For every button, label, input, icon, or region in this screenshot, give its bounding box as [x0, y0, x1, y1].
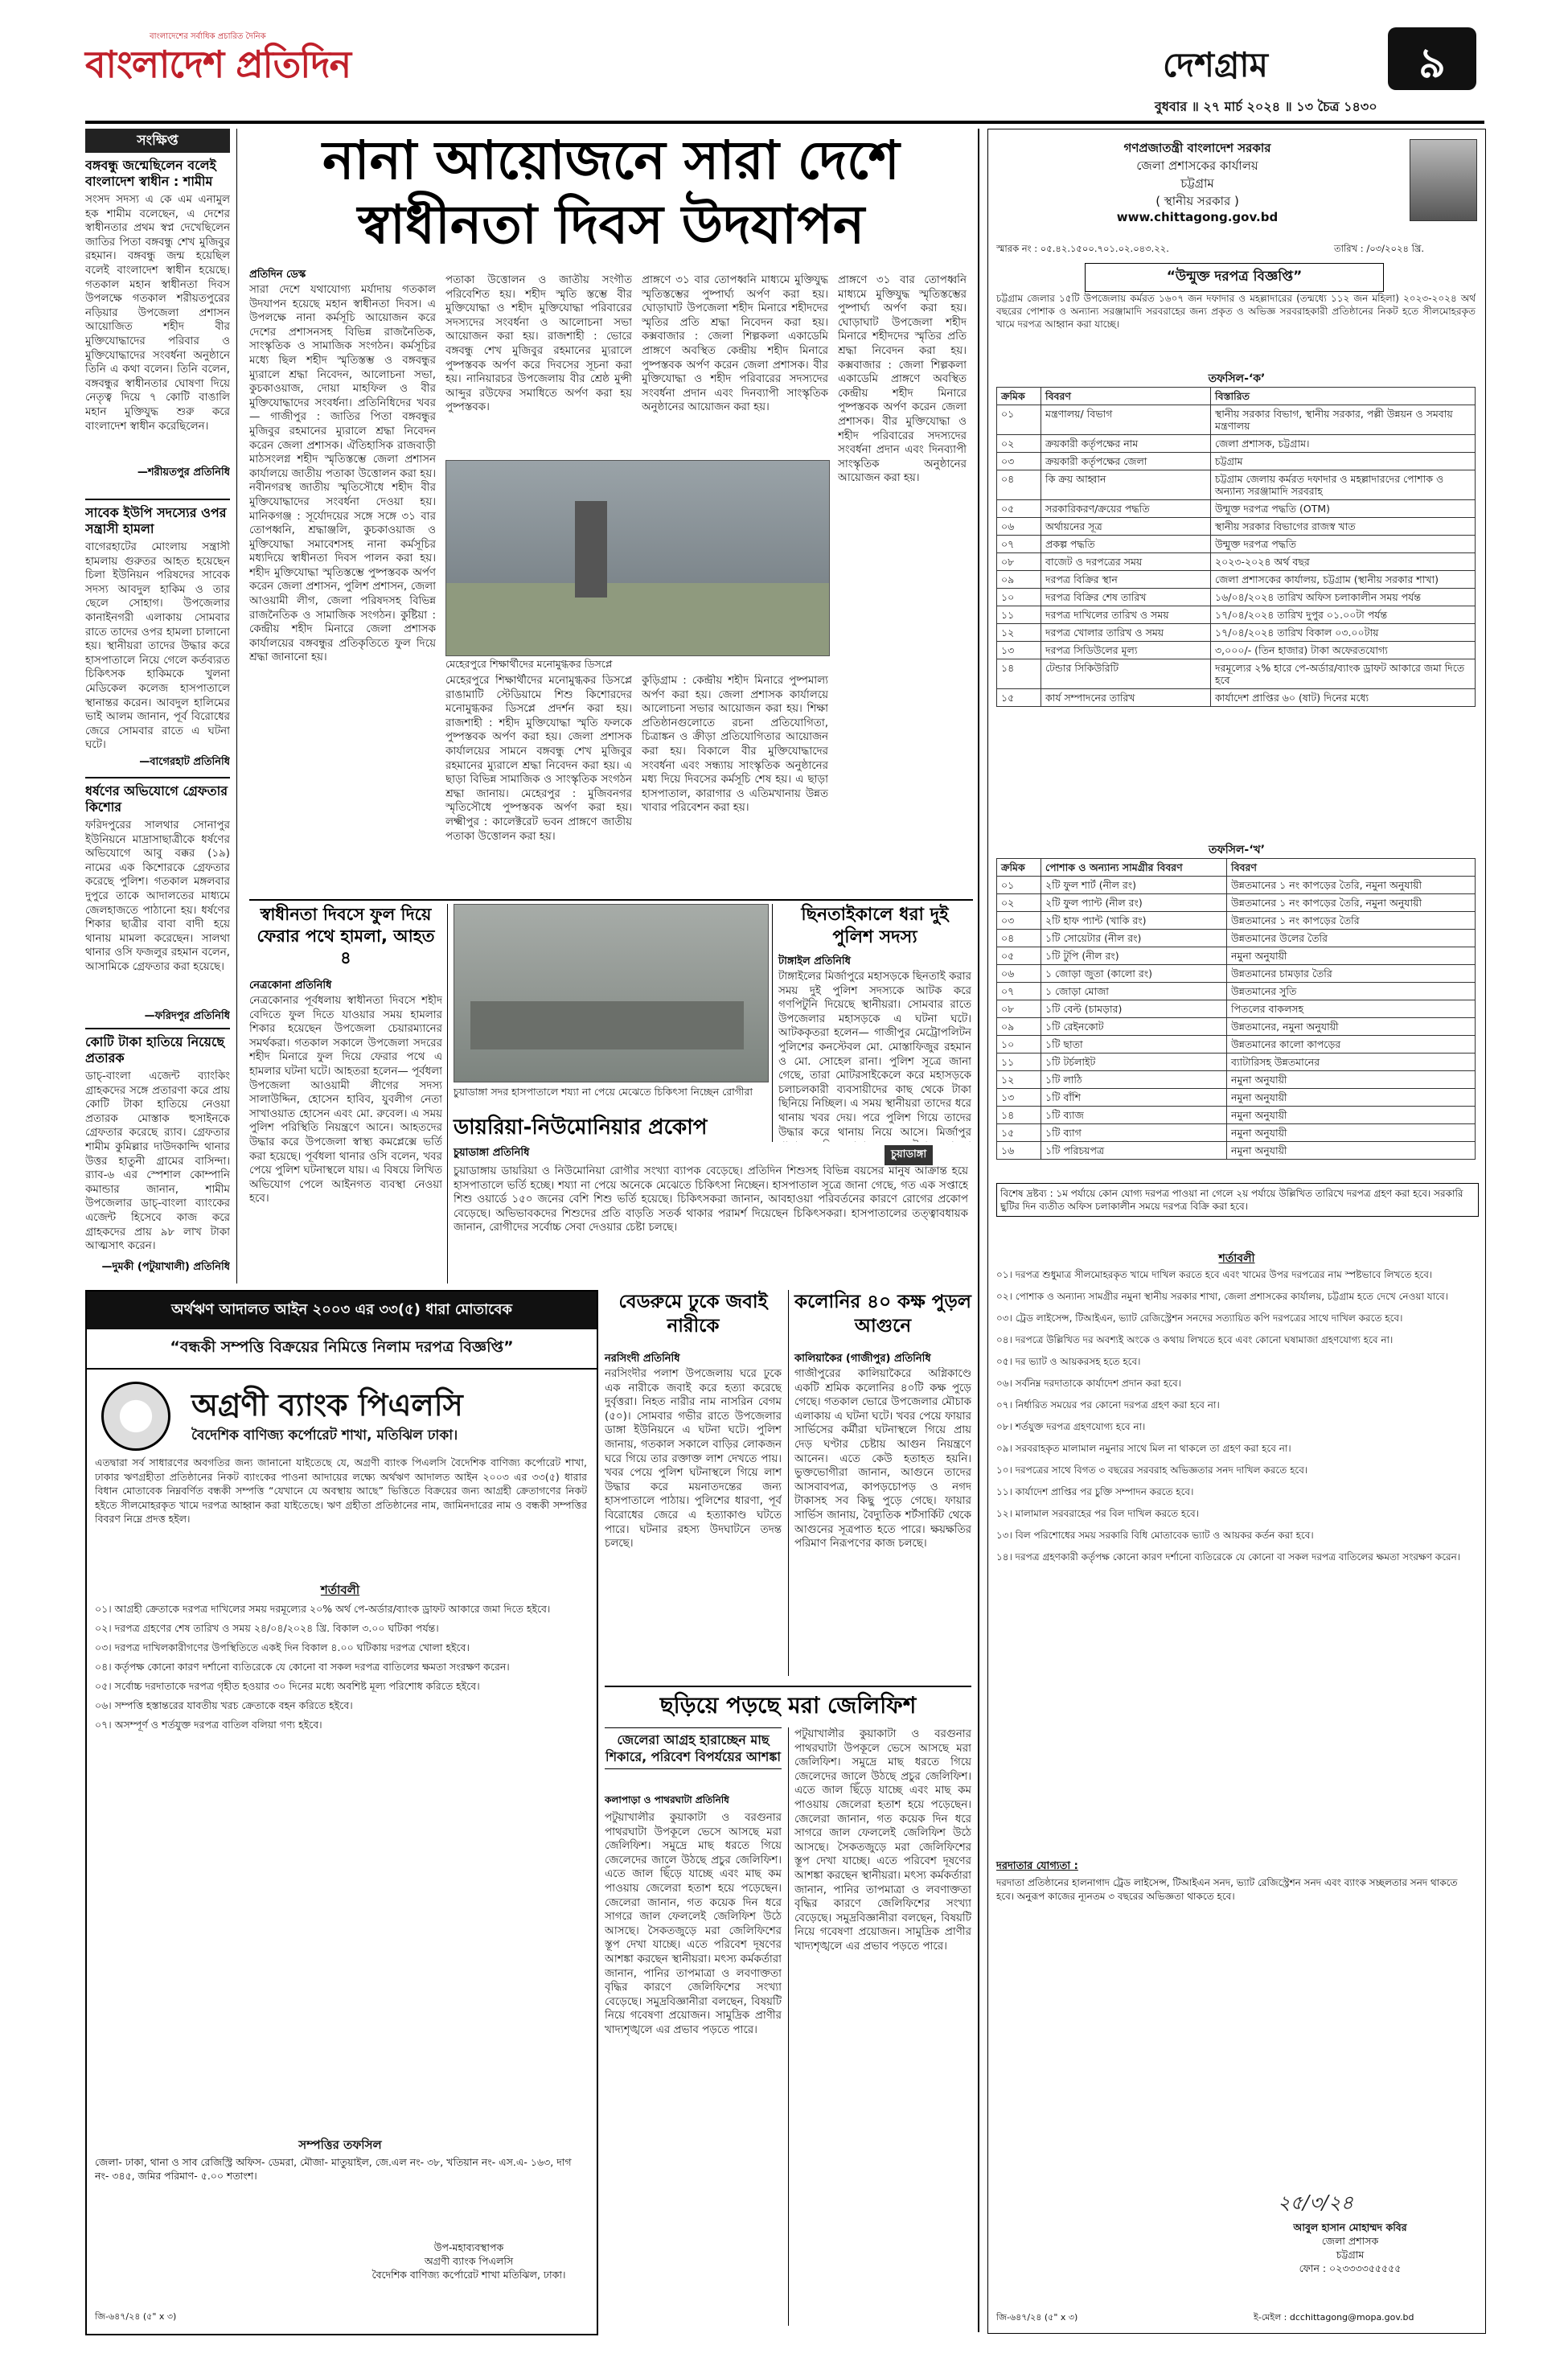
column-header: পোশাক ও অন্যান্য সামগ্রীর বিবরণ	[1041, 859, 1227, 877]
sidebar-item-byline: —ফরিদপুর প্রতিনিধি	[144, 1010, 230, 1022]
tender-term: ০১। দরপত্র শুধুমাত্র সীলমোহরকৃত খামে দাখিল করতে হবে এবং খামের উপর দরপত্রের নাম স্পষ্টভাবে লিখতে হবে।	[996, 1269, 1433, 1280]
bank-name: অগ্রণী ব্যাংক পিএলসি	[191, 1387, 463, 1423]
table-row	[997, 453, 1476, 470]
table-cell: নমুনা অনুযায়ী	[1227, 1107, 1476, 1124]
column-header: ক্রমিক	[997, 388, 1041, 405]
table-cell: ০৫	[997, 947, 1041, 965]
table-cell: ১টি লাঠি	[1041, 1071, 1227, 1089]
table-row	[997, 659, 1476, 689]
table-header-row	[997, 388, 1476, 405]
table-cell: ১২	[997, 624, 1041, 642]
table-cell: ১টি রেইনকোট	[1041, 1018, 1227, 1036]
bank-term: ০৪। কর্তৃপক্ষ কোনো কারণ দর্শানো ব্যতিরেকে যে কোনো বা সকল দরপত্র বাতিলের ক্ষমতা সংরক্ষণ করেন।	[95, 1661, 510, 1673]
fire-headline: কলোনির ৪০ কক্ষ পুড়ল আগুনে	[794, 1292, 971, 1337]
table-cell: টেন্ডার সিকিউরিটি	[1041, 659, 1211, 689]
table-cell: ০৩	[997, 912, 1041, 930]
bank-signer	[352, 2241, 585, 2282]
sidebar-item-body: বাগেরহাটের মোংলায় সন্ত্রাসী হামলায় গুরুতর আহত হয়েছেন চিলা ইউনিয়ন পরিষদের সাবেক সদস্য আবদুল হাকিম ও তার ছেলে সোহাগ। উপজেলার কানাইনগরী এলাকায় সোমবার রাতে তাদের ওপর হামলা চালানো হয়। স্থানীয়রা তাদের উদ্ধার করে হাসপাতালে নিয়ে গেলে কর্তব্যরত চিকিৎসক হাকিমকে খুলনা মেডিকেল কলেজ হাসপাতালে স্থানান্তর করেন। আবদুল হালিমের ভাই আলম জানান, পূর্ব বিরোধের জেরে সোমবার রাতে এ ঘটনা ঘটে।	[85, 541, 230, 752]
table-cell: উন্নতমানের, নমুনা অনুযায়ী	[1227, 1018, 1476, 1036]
lead-column-3: প্রাঙ্গণে ৩১ বার তোপধ্বনি মাধ্যমে মুক্তিযুদ্ধ স্মৃতিস্তম্ভের পুষ্পার্ঘ্য অর্পণ করা হয়। ঘোড়াঘাট উপজেলা শহীদ মিনারে শহীদদের স্মৃতির প্রতি শ্রদ্ধা নিবেদন করা হয়। কক্সবাজার : জেলা শিল্পকলা একাডেমি প্রাঙ্গণে অবস্থিত কেন্দ্রীয় শহীদ মিনারে পুষ্পস্তবক অর্পণ করেন জেলা প্রশাসক। বীর মুক্তিযোদ্ধা ও শহীদ পরিবারের সদস্যদের সংবর্ধনা প্রদান এবং দিনব্যাপী সাংস্কৃতিক অনুষ্ঠানের আয়োজন করা হয়।	[642, 274, 828, 414]
column-rule	[236, 129, 237, 1284]
attack-byline: নেত্রকোনা প্রতিনিধি	[249, 980, 332, 992]
lead-column-2: পতাকা উত্তোলন ও জাতীয় সংগীত পরিবেশিত হয়। শহীদ স্মৃতি স্তম্ভে বীর মুক্তিযোদ্ধা ও শহীদ মুক্তিযোদ্ধা পরিবারের সদস্যদের সংবর্ধনা ও আলোচনা সভা আয়োজন করা হয়। রাজশাহী : ভোরে বঙ্গবন্ধু শেখ মুজিবুর রহমানের ম্যুরালে পুষ্পস্তবক অর্পণ করে দিবসের সূচনা করা হয়। নানিয়ারচর উপজেলায় বীর শ্রেষ্ঠ মুন্সী আব্দুর রউফের সমাধিতে অর্পণ করা হয় পুষ্পস্তবক।	[445, 274, 632, 414]
table-cell: ১৫	[997, 689, 1041, 707]
page-number: ৯	[1418, 39, 1446, 88]
tender-office: জেলা প্রশাসকের কার্যালয়	[1136, 158, 1258, 173]
table-row	[997, 553, 1476, 571]
table-cell: ১৪	[997, 659, 1041, 689]
table-cell: ০৮	[997, 1000, 1041, 1018]
table-cell: উন্নতমানের উলের তৈরি	[1227, 930, 1476, 947]
jelly-body-2: পটুয়াখালীর কুয়াকাটা ও বরগুনার পাথরঘাটা উপকূলে ভেসে আসছে মরা জেলিফিশ। সমুদ্রে মাছ ধরতে গিয়ে জেলেদের জালে উঠছে প্রচুর জেলিফিশ। এতে জাল ছিঁড়ে যাচ্ছে এবং মাছ কম পাওয়ায় জেলেরা হতাশ হয়ে পড়েছেন। জেলেরা জানান, গত কয়েক দিন ধরে সাগরে জাল ফেললেই জেলিফিশ উঠে আসছে। সৈকতজুড়ে মরা জেলিফিশের স্তূপ দেখা যাচ্ছে। এতে পরিবেশ দূষণের আশঙ্কা করছেন স্থানীয়রা। মৎস্য কর্মকর্তারা জানান, পানির তাপমাত্রা ও লবণাক্ততা বৃদ্ধির কারণে জেলিফিশের সংখ্যা বেড়েছে। সমুদ্রবিজ্ঞানীরা বলছেন, বিষয়টি নিয়ে গবেষণা প্রয়োজন। সামুদ্রিক প্রাণীর খাদ্যশৃঙ্খলে এর প্রভাব পড়তে পারে।	[794, 1728, 971, 1953]
tender-term: ১০। দরপত্রের সাথে বিগত ৩ বছরের সরবরাহ অভিজ্ঞতার সনদ দাখিল করতে হবে।	[996, 1464, 1308, 1476]
column-header: বিবরণ	[1041, 388, 1211, 405]
table-cell: ০২	[997, 435, 1041, 453]
tender-memo: স্মারক নং : ০৫.৪২.১৫০০.৭০১.০২.০৪৩.২২.	[996, 243, 1169, 254]
table-cell: উন্নতমানের ১ নং কাপড়ের তৈরি, নমুনা অনুযায়ী	[1227, 877, 1476, 894]
tender-term: ১১। কার্যাদেশ প্রাপ্তির পর চুক্তি সম্পাদন করতে হবে।	[996, 1486, 1194, 1497]
table-cell: ০৫	[997, 500, 1041, 518]
diarrhea-headline: ডায়রিয়া-নিউমোনিয়ার প্রকোপ	[454, 1115, 708, 1140]
tender-notice	[987, 129, 1486, 2334]
table-cell: কার্যাদেশ প্রাপ্তির ৬০ (ষাট) দিনের মধ্যে	[1211, 689, 1476, 707]
sidebar-item	[85, 505, 230, 774]
attack-body: নেত্রকোনার পূর্বধলায় স্বাধীনতা দিবসে শহীদ বেদিতে ফুল দিতে যাওয়ার সময় হামলার শিকার হয়েছেন উপজেলা চেয়ারম্যানের সমর্থকরা। গতকাল সকালে উপজেলা সদরের শহীদ মিনারে ফুল দিয়ে ফেরার পথে এ হামলার ঘটনা ঘটে। আহতরা হলেন— পূর্বধলা উপজেলা আওয়ামী লীগের সদস্য সালাউদ্দিন, হোসেন হাবিব, যুবলীগ নেতা সাখাওয়াত হোসেন এবং মো. রুবেল। এ সময় পুলিশ পরিস্থিতি নিয়ন্ত্রণে আনে। আহতদের উদ্ধার করে উপজেলা স্বাস্থ্য কমপ্লেক্সে ভর্তি করা হয়েছে। পূর্বধলা থানার ওসি বলেন, খবর পেয়ে পুলিশ ঘটনাস্থলে যায়। এ বিষয়ে লিখিত অভিযোগ পেলে আইনগত ব্যবস্থা নেওয়া হবে।	[249, 995, 442, 1205]
snatch-body: টাঙ্গাইলের মির্জাপুরে মহাসড়কে ছিনতাই করার সময় দুই পুলিশ সদস্যকে আটক করে গণপিটুনি দিয়েছে স্থানীয়রা। সোমবার রাতে উপজেলার মহাসড়কে এ ঘটনা ঘটে। আটককৃতরা হলেন— গাজীপুর মেট্রোপলিটন পুলিশের কনস্টেবল মো. মোস্তাফিজুর রহমান ও মো. সোহেল রানা। পুলিশ সূত্রে জানা গেছে, তারা মোটরসাইকেলে করে মহাসড়কে চলাচলকারী ব্যবসায়ীদের কাছ থেকে টাকা ছিনিয়ে নিচ্ছিল। এ সময় স্থানীয়রা তাদের ধরে থানায় খবর দেয়। পরে পুলিশ গিয়ে তাদের উদ্ধার করে থানায় নিয়ে আসে। মির্জাপুর	[778, 971, 971, 1139]
tender-term: ০৪। দরপত্রে উল্লিখিত দর অবশ্যই অংকে ও কথায় লিখতে হবে এবং কোনো ঘষামাজা গ্রহণযোগ্য হবে না।	[996, 1334, 1394, 1345]
masthead	[85, 23, 1484, 127]
column-header: বিবরণ	[1227, 859, 1476, 877]
bank-notice-law-bar: অর্থঋণ আদালত আইন ২০০৩ এর ৩৩(৫) ধারা মোতাবেক	[87, 1292, 597, 1329]
signature: ২৫/৩/২৪	[1278, 2191, 1354, 2214]
table-cell: দরপত্র সিডিউলের মূল্য	[1041, 642, 1211, 659]
district-tag: চুয়াডাঙ্গা	[885, 1145, 933, 1165]
table-cell: ১৪	[997, 1107, 1041, 1124]
table-row	[997, 1054, 1476, 1071]
table-row	[997, 894, 1476, 912]
table-cell: ০৬	[997, 965, 1041, 983]
tender-term: ১৩। বিল পরিশোধের সময় সরকারি বিধি মোতাবেক ভ্যাট ও আয়কর কর্তন করা হবে।	[996, 1530, 1314, 1541]
table-cell: উন্নতমানের চামড়ার তৈরি	[1227, 965, 1476, 983]
table-row	[997, 1089, 1476, 1107]
tender-tfb-label: তফসিল-‘খ’	[1208, 844, 1266, 856]
table-cell: ১টি সোয়েটার (নীল রং)	[1041, 930, 1227, 947]
table-row	[997, 930, 1476, 947]
table-cell: ২টি হাফ প্যান্ট (খাকি রং)	[1041, 912, 1227, 930]
tender-email: ই-মেইল : dcchittagong@mopa.gov.bd	[1254, 2312, 1414, 2323]
lead-byline: প্রতিদিন ডেস্ক	[249, 269, 306, 281]
table-row	[997, 589, 1476, 606]
table-row	[997, 518, 1476, 536]
tender-term: ০৩। ট্রেড লাইসেন্স, টিআইএন, ভ্যাট রেজিস্ট্রেশন সনদের সত্যায়িত কপি দরপত্রের সাথে দাখিল করতে হবে।	[996, 1312, 1403, 1324]
bedroom-body: নরসিংদীর পলাশ উপজেলায় ঘরে ঢুকে এক নারীকে জবাই করে হত্যা করেছে দুর্বৃত্তরা। নিহত নারীর নাম নাসরিন বেগম (৫০)। সোমবার গভীর রাতে উপজেলার ডাঙ্গা ইউনিয়নে এ ঘটনা ঘটে। পুলিশ জানায়, গতকাল সকালে বাড়ির লোকজন ঘরে গিয়ে তার রক্তাক্ত লাশ দেখতে পায়। খবর পেয়ে পুলিশ ঘটনাস্থলে গিয়ে লাশ উদ্ধার করে ময়নাতদন্তের জন্য হাসপাতালে পাঠায়। পুলিশের ধারণা, পূর্ব বিরোধের জেরে এ হত্যাকাণ্ড ঘটতে পারে। ঘটনার রহস্য উদঘাটনে তদন্ত চলছে।	[605, 1368, 782, 1550]
tender-note: বিশেষ দ্রষ্টব্য : ১ম পর্যায়ে কোন যোগ্য দরপত্র পাওয়া না গেলে ২য় পর্যায়ে উল্লিখিত তারিখে দরপত্র গ্রহণ করা হবে। সরকারি ছুটির দিন ব্যতীত অফিস চলাকালীন সময়ে দরপত্র বিক্রি করা হবে।	[996, 1183, 1479, 1217]
table-cell: ১টি পরিচয়পত্র	[1041, 1142, 1227, 1160]
tender-web: www.chittagong.gov.bd	[1116, 210, 1279, 224]
section-rule	[249, 899, 973, 901]
tender-terms-label: শর্তাবলী	[1218, 1252, 1255, 1265]
table-cell: উন্মুক্ত দরপত্র পদ্ধতি	[1211, 536, 1476, 553]
tender-dept: ( স্থানীয় সরকার )	[1155, 194, 1239, 208]
lead-column-5: কুড়িগ্রাম : কেন্দ্রীয় শহীদ মিনারে পুষ্পমাল্য অর্পণ করা হয়। জেলা প্রশাসক কার্যালয়ে আলোচনা সভার আয়োজন করা হয়। শিক্ষা প্রতিষ্ঠানগুলোতে রচনা প্রতিযোগিতা, চিত্রাঙ্কন ও ক্রীড়া প্রতিযোগিতার আয়োজন করা হয়। বিকালে বীর মুক্তিযোদ্ধাদের সংবর্ধনা এবং সন্ধ্যায় সাংস্কৃতিক অনুষ্ঠানের মধ্য দিয়ে দিবসের কর্মসূচি শেষ হয়। এ ছাড়া হাসপাতাল, কারাগার ও এতিমখানায় উন্নত খাবার পরিবেশন করা হয়।	[642, 675, 828, 815]
table-cell: ১ জোড়া জুতা (কালো রং)	[1041, 965, 1227, 983]
jelly-body-1: পটুয়াখালীর কুয়াকাটা ও বরগুনার পাথরঘাটা উপকূলে ভেসে আসছে মরা জেলিফিশ। সমুদ্রে মাছ ধরতে গিয়ে জেলেদের জালে উঠছে প্রচুর জেলিফিশ। এতে জাল ছিঁড়ে যাচ্ছে এবং মাছ কম পাওয়ায় জেলেরা হতাশ হয়ে পড়েছেন। জেলেরা জানান, গত কয়েক দিন ধরে সাগরে জাল ফেললেই জেলিফিশ উঠে আসছে। সৈকতজুড়ে মরা জেলিফিশের স্তূপ দেখা যাচ্ছে। এতে পরিবেশ দূষণের আশঙ্কা করছেন স্থানীয়রা। মৎস্য কর্মকর্তারা জানান, পানির তাপমাত্রা ও লবণাক্ততা বৃদ্ধির কারণে জেলিফিশের সংখ্যা বেড়েছে। সমুদ্রবিজ্ঞানীরা বলছেন, বিষয়টি নিয়ে গবেষণা প্রয়োজন। সামুদ্রিক প্রাণীর খাদ্যশৃঙ্খলে এর প্রভাব পড়তে পারে।	[605, 1812, 782, 2036]
table-cell: ২টি ফুল প্যান্ট (নীল রং)	[1041, 894, 1227, 912]
table-cell: কি ক্রয় আহ্বান	[1041, 470, 1211, 500]
fire-byline: কালিয়াকৈর (গাজীপুর) প্রতিনিধি	[794, 1353, 931, 1365]
tender-term: ০৭। নির্ধারিত সময়ের পর কোনো দরপত্র গ্রহণ করা হবে না।	[996, 1399, 1220, 1411]
table-row	[997, 877, 1476, 894]
table-cell: ব্যাটারিসহ উন্নতমানের	[1227, 1054, 1476, 1071]
tender-signer-title: জেলা প্রশাসক	[1321, 2235, 1379, 2247]
table-cell: জেলা প্রশাসক, চট্টগ্রাম।	[1211, 435, 1476, 453]
bank-term: ০২। দরপত্র গ্রহণের শেষ তারিখ ও সময় ২৪/০৪/২০২৪ খ্রি. বিকাল ৩.০০ ঘটিকা পর্যন্ত।	[95, 1622, 439, 1634]
tender-schedule-a	[996, 387, 1476, 707]
masthead-date: বুধবার ॥ ২৭ মার্চ ২০২৪ ॥ ১৩ চৈত্র ১৪৩০	[1155, 99, 1377, 114]
tender-term: ১২। মালামাল সরবরাহের পর বিল দাখিল করতে হবে।	[996, 1508, 1200, 1519]
table-cell: সরকারিকরণ/ক্রয়ের পদ্ধতি	[1041, 500, 1211, 518]
tender-memo-date: তারিখ : /০৩/২০২৪ খ্রি.	[1334, 243, 1425, 254]
table-cell: নমুনা অনুযায়ী	[1227, 1142, 1476, 1160]
table-cell: উন্নতমানের ১ নং কাপড়ের তৈরি	[1227, 912, 1476, 930]
table-row	[997, 689, 1476, 707]
sidebar-item-byline: —বাগেরহাট প্রতিনিধি	[139, 756, 230, 768]
sidebar-item	[85, 783, 230, 1025]
lead-photo-caption: মেহেরপুরে শিক্ষার্থীদের মনোমুগ্ধকর ডিসপ্লে	[445, 658, 613, 670]
diarrhea-body: চুয়াডাঙ্গায় ডায়রিয়া ও নিউমোনিয়া রোগীর সংখ্যা ব্যাপক বেড়েছে। প্রতিদিন শিশুসহ বিভিন্ন বয়সের মানুষ আক্রান্ত হয়ে হাসপাতালে ভর্তি হচ্ছে। শয্যা না পেয়ে অনেকে মেঝেতে চিকিৎসা নিচ্ছেন। হাসপাতাল সূত্রে জানা গেছে, গত এক সপ্তাহে শিশু ওয়ার্ডে ১৫০ জনের বেশি শিশু ভর্তি হয়েছে। চিকিৎসকরা জানান, আবহাওয়া পরিবর্তনের কারণে রোগের প্রকোপ বেড়েছে। অভিভাবকদের শিশুদের প্রতি বাড়তি সতর্ক থাকার পরামর্শ দিয়েছেন চিকিৎসকরা। হাসপাতালের তত্ত্বাবধায়ক জানান, রোগীদের সর্বোচ্চ সেবা দেওয়ার চেষ্টা চলছে।	[454, 1165, 968, 1234]
tender-term: ১৪। দরপত্র গ্রহণকারী কর্তৃপক্ষ কোনো কারণ দর্শানো ব্যতিরেকে যে কোনো বা সকল দরপত্র বাতিলের ক্ষমতা সংরক্ষণ করেন।	[996, 1551, 1461, 1563]
tender-city: চট্টগ্রাম	[1180, 176, 1214, 191]
table-cell: ১০	[997, 589, 1041, 606]
sidebar-item-body: সংসদ সদস্য এ কে এম এনামুল হক শামীম বলেছেন, এ দেশের স্বাধীনতার প্রথম স্বপ্ন দেখেছিলেন জাতির পিতা বঙ্গবন্ধু শেখ মুজিবুর রহমান। বঙ্গবন্ধু জন্ম হয়েছিল বলেই বাংলাদেশ স্বাধীন হয়েছে। গতকাল মহান স্বাধীনতা দিবস উপলক্ষে গতকাল শরীয়তপুরের নড়িয়ার উপজেলা প্রশাসন আয়োজিত শহীদ বীর মুক্তিযোদ্ধাদের পরিবার ও মুক্তিযোদ্ধাদের সংবর্ধনা অনুষ্ঠানে তিনি এ কথা বলেন। তিনি বলেন, বঙ্গবন্ধুর স্বাধীনতার ঘোষণা দিয়ে নেতৃত্ব দিয়ে ৭ কোটি বাঙালি মহান মুক্তিযুদ্ধ শুরু করে বাংলাদেশ স্বাধীন করেছিলেন।	[85, 194, 230, 433]
bank-term: ০৫। সর্বোচ্চ দরদাতাকে দরপত্র গৃহীত হওয়ার ৩০ দিনের মধ্যে অবশিষ্ট মূল্য পরিশোধ করিতে হইবে।	[95, 1680, 480, 1692]
bank-term: ০৩। দরপত্র দাখিলকারীগণের উপস্থিতিতে একই দিন বিকাল ৪.০০ ঘটিকায় দরপত্র খোলা হইবে।	[95, 1641, 470, 1653]
section-rule	[605, 1686, 971, 1687]
table-row	[997, 571, 1476, 589]
table-cell: ১ জোড়া মোজা	[1041, 983, 1227, 1000]
table-cell: চট্টগ্রাম	[1211, 453, 1476, 470]
tender-term: ০৬। সর্বনিম্ন দরদাতাকে কার্যাদেশ প্রদান করা হবে।	[996, 1378, 1181, 1389]
table-row	[997, 965, 1476, 983]
bank-intro: এতদ্বারা সর্ব সাধারণের অবগতির জন্য জানানো যাইতেছে যে, অগ্রণী ব্যাংক পিএলসি বৈদেশিক বাণিজ্য কর্পোরেট শাখা, ঢাকার ঋণগ্রহীতা প্রতিষ্ঠানের নিকট ব্যাংকের পাওনা আদায়ের লক্ষ্যে অর্থঋণ আদালত আইন ২০০৩ এর ৩৩(৫) ধারার বিধান মোতাবেক নিম্নবর্ণিত বন্ধকী সম্পত্তি “যেখানে যে অবস্থায় আছে” ভিত্তিতে বিক্রয়ের জন্য আগ্রহী ক্রেতাগণের নিকট হইতে সীলমোহরকৃত খামে দরপত্র আহ্বান করা যাইতেছে। ঋণ গ্রহীতা প্রতিষ্ঠানের নাম, জামিনদারের নাম ও বন্ধকী সম্পত্তির বিবরণ নিম্নে প্রদত্ত হইল।	[95, 1456, 587, 1526]
tender-term: ০৮। শর্তযুক্ত দরপত্র গ্রহণযোগ্য হবে না।	[996, 1421, 1146, 1432]
table-row	[997, 500, 1476, 518]
bank-property: জেলা- ঢাকা, থানা ও সাব রেজিস্ট্রি অফিস- ডেমরা, মৌজা- মাতুয়াইল, জে.এল নং- ৩৮, খতিয়ান নং- এস.এ- ১৬৩, দাগ নং- ৩৪৫, জমির পরিমাণ- ৫.০০ শতাংশ।	[95, 2156, 572, 2182]
table-cell: ১টি ব্যাজ	[1041, 1107, 1227, 1124]
table-cell: দরপত্র খোলার তারিখ ও সময়	[1041, 624, 1211, 642]
sidebar-item	[85, 1034, 230, 1275]
table-cell: অর্থায়নের সূত্র	[1041, 518, 1211, 536]
table-cell: দরপত্র দাখিলের তারিখ ও সময়	[1041, 606, 1211, 624]
table-cell: নমুনা অনুযায়ী	[1227, 947, 1476, 965]
table-row	[997, 1036, 1476, 1054]
table-cell: ২০২৩-২০২৪ অর্থ বছর	[1211, 553, 1476, 571]
table-cell: মন্ত্রণালয়/ বিভাগ	[1041, 405, 1211, 435]
table-cell: ১৭/০৪/২০২৪ তারিখ বিকাল ০৩.০০টায়	[1211, 624, 1476, 642]
column-header: ক্রমিক	[997, 859, 1041, 877]
table-cell: দরমূল্যের ২% হারে পে-অর্ডার/ব্যাংক ড্রাফট আকারে জমা দিতে হবে	[1211, 659, 1476, 689]
table-cell: ১৭/০৪/২০২৪ তারিখ দুপুর ০১.০০টা পর্যন্ত	[1211, 606, 1476, 624]
table-cell: উন্নতমানের কালো কাপড়ের	[1227, 1036, 1476, 1054]
table-cell: ১৩	[997, 642, 1041, 659]
table-cell: দরপত্র বিক্রির স্থান	[1041, 571, 1211, 589]
table-row	[997, 606, 1476, 624]
table-cell: ০৮	[997, 553, 1041, 571]
bank-term: ০৭। অসম্পূর্ণ ও শর্তযুক্ত দরপত্র বাতিল বলিয়া গণ্য হইবে।	[95, 1719, 322, 1731]
table-cell: স্থানীয় সরকার বিভাগের রাজস্ব খাত	[1211, 518, 1476, 536]
masthead-rule	[85, 121, 1484, 124]
newspaper-logo: বাংলাদেশ প্রতিদিন	[85, 43, 351, 86]
sidebar-item-body: ডাচ্-বাংলা এজেন্ট ব্যাংকিং গ্রাহকদের সঙ্গে প্রতারণা করে প্রায় কোটি টাকা হাতিয়ে নেওয়া প্রতারক মোস্তাক হুসাইনকে গ্রেফতার করেছে র‍্যাব। গ্রেফতার শামীম কুমিল্লার দাউদকান্দি থানার উত্তর হাতুনী গ্রামের বাসিন্দা। র‍্যাব-৬ এর স্পেশাল কোম্পানি কমান্ডার জানান, শামীম উপজেলার ডাচ্-বাংলা ব্যাংকের এজেন্ট হিসেবে কাজ করে গ্রাহকদের প্রায় ৯৮ লাখ টাকা আত্মসাৎ করেন।	[85, 1070, 230, 1253]
tender-phone: ফোন : ০২৩৩৩৩৫৫৫৫৫	[1299, 2262, 1402, 2274]
sidebar-item-title: কোটি টাকা হাতিয়ে নিয়েছে প্রতারক	[85, 1034, 225, 1066]
tender-signer-name: আবুল হাসান মোহাম্মদ কবির	[1293, 2221, 1407, 2233]
table-row	[997, 947, 1476, 965]
table-row	[997, 624, 1476, 642]
bank-signer-org: অগ্রণী ব্যাংক পিএলসি	[424, 2255, 514, 2267]
jelly-headline: ছড়িয়ে পড়ছে মরা জেলিফিশ	[659, 1692, 917, 1719]
table-cell: ০৩	[997, 453, 1041, 470]
table-cell: দরপত্র বিক্রির শেষ তারিখ	[1041, 589, 1211, 606]
table-row	[997, 536, 1476, 553]
table-cell: ০২	[997, 894, 1041, 912]
table-cell: উন্নতমানের সুতি	[1227, 983, 1476, 1000]
table-row	[997, 470, 1476, 500]
table-cell: পিতলের বাকলসহ	[1227, 1000, 1476, 1018]
table-cell: উন্নতমানের ১ নং কাপড়ের তৈরি, নমুনা অনুযায়ী	[1227, 894, 1476, 912]
table-row	[997, 1000, 1476, 1018]
table-cell: ক্রয়কারী কর্তৃপক্ষের নাম	[1041, 435, 1211, 453]
table-cell: ১টি ছাতা	[1041, 1036, 1227, 1054]
bank-branch: বৈদেশিক বাণিজ্য কর্পোরেট শাখা, মতিঝিল ঢাকা।	[191, 1427, 458, 1444]
table-cell: ০৭	[997, 536, 1041, 553]
fire-body: গাজীপুরের কালিয়াকৈরে অগ্নিকাণ্ডে একটি শ্রমিক কলোনির ৪০টি কক্ষ পুড়ে গেছে। গতকাল ভোরে উপজেলার মৌচাক এলাকায় এ ঘটনা ঘটে। খবর পেয়ে ফায়ার সার্ভিসের কর্মীরা ঘটনাস্থলে গিয়ে প্রায় দেড় ঘণ্টার চেষ্টায় আগুন নিয়ন্ত্রণে আনেন। এতে কেউ হতাহত হয়নি। ভুক্তভোগীরা জানান, আগুনে তাদের আসবাবপত্র, কাপড়চোপড় ও নগদ টাকাসহ সব কিছু পুড়ে গেছে। ফায়ার সার্ভিস জানায়, বৈদ্যুতিক শর্টসার্কিট থেকে আগুনের সূত্রপাত হতে পারে। ক্ষয়ক্ষতির পরিমাণ নিরূপণের কাজ চলছে।	[794, 1368, 971, 1550]
bank-auction-notice	[85, 1290, 598, 2335]
bank-logo	[101, 1382, 170, 1451]
bedroom-headline: বেডরুমে ঢুকে জবাই নারীকে	[618, 1292, 768, 1337]
masthead-section: দেশগ্রাম	[1163, 45, 1268, 84]
jelly-byline: কলাপাড়া ও পাথরঘাটা প্রতিনিধি	[605, 1794, 729, 1805]
sidebar-item-title: ধর্ষণের অভিযোগে গ্রেফতার কিশোর	[85, 783, 228, 815]
table-cell: ১৫	[997, 1124, 1041, 1142]
table-cell: ১টি টুপি (নীল রং)	[1041, 947, 1227, 965]
bank-terms-label: শর্তাবলী	[320, 1583, 360, 1597]
table-row	[997, 1018, 1476, 1036]
lead-headline: নানা আয়োজনে সারা দেশে স্বাধীনতা দিবস উদযাপন	[322, 129, 900, 256]
table-cell: ১৬/০৪/২০২৪ তারিখ অফিস চলাকালীন সময় পর্যন্ত	[1211, 589, 1476, 606]
tender-term: ০২। পোশাক ও অন্যান্য সামগ্রীর নমুনা স্থানীয় সরকার শাখা, জেলা প্রশাসকের কার্যালয়, চট্টগ্রাম হতে দেখে নেওয়া যাবে।	[996, 1291, 1448, 1302]
sidebar-item-byline: —শরীয়তপুর প্রতিনিধি	[137, 466, 230, 478]
table-cell: ০৯	[997, 571, 1041, 589]
table-row	[997, 912, 1476, 930]
mujib-logo	[1410, 139, 1477, 221]
table-cell: চট্টগ্রাম জেলায় কর্মরত দফাদার ও মহল্লাদারদের পোশাক ও অন্যান্য সরঞ্জামাদি সরবরাহ	[1211, 470, 1476, 500]
table-cell: বাজেট ও দরপত্রের সময়	[1041, 553, 1211, 571]
table-cell: ২টি ফুল শার্ট (নীল রং)	[1041, 877, 1227, 894]
table-cell: স্থানীয় সরকার বিভাগ, স্থানীয় সরকার, পল্লী উন্নয়ন ও সমবায় মন্ত্রণালয়	[1211, 405, 1476, 435]
sidebar-item	[85, 158, 230, 495]
table-cell: ১টি বাঁশি	[1041, 1089, 1227, 1107]
tender-signer	[1229, 2220, 1471, 2275]
tender-intro: চট্টগ্রাম জেলার ১৫টি উপজেলায় কর্মরত ১৬০৭ জন দফাদার ও মহল্লাদারের (তন্মধ্যে ১১২ জন মহিলা) ২০২৩-২০২৪ অর্থ বছরের পোশাক ও অন্যান্য সরঞ্জামাদি সরবরাহের জন্য প্রকৃত ও অভিজ্ঞ সরবরাহকারী প্রতিষ্ঠানের নিকট হতে সীলমোহরকৃত খামে দরপত্র আহ্বান করা যাচ্ছে।	[996, 293, 1476, 330]
divider	[85, 1028, 230, 1029]
table-cell: ১১	[997, 1054, 1041, 1071]
table-cell: ৩,০০০/- (তিন হাজার) টাকা অফেরতযোগ্য	[1211, 642, 1476, 659]
table-cell: ১০	[997, 1036, 1041, 1054]
table-cell: নমুনা অনুযায়ী	[1227, 1089, 1476, 1107]
sidebar-item-body: ফরিদপুরের সালথার সোনাপুর ইউনিয়নে মাদ্রাসাছাত্রীকে ধর্ষণের অভিযোগে আবু বক্কর (১৯) নামের এক কিশোরকে গ্রেফতার করেছে পুলিশ। গতকাল মঙ্গলবার দুপুরে তাকে আদালতের মাধ্যমে জেলহাজতে পাঠানো হয়। ধর্ষণের শিকার ছাত্রীর বাবা বাদী হয়ে থানায় মামলা করেছেন। সালথা থানার ওসি ফজলুর রহমান বলেন, আসামিকে গ্রেফতার করা হয়েছে।	[85, 819, 230, 973]
table-cell: নমুনা অনুযায়ী	[1227, 1124, 1476, 1142]
divider	[85, 777, 230, 778]
tender-terms	[996, 1268, 1476, 1847]
tender-signer-city: চট্টগ্রাম	[1336, 2249, 1365, 2261]
sidebar-item-title: সাবেক ইউপি সদস্যের ওপর সন্ত্রাসী হামলা	[85, 505, 227, 536]
lead-photo	[445, 460, 830, 656]
table-row	[997, 1107, 1476, 1124]
table-cell: প্রকল্প পদ্ধতি	[1041, 536, 1211, 553]
divider	[85, 499, 230, 500]
table-row	[997, 1071, 1476, 1089]
table-row	[997, 1142, 1476, 1160]
table-cell: ১টি ব্যাগ	[1041, 1124, 1227, 1142]
column-rule	[788, 1727, 789, 2326]
table-cell: ১৬	[997, 1142, 1041, 1160]
table-row	[997, 983, 1476, 1000]
bank-signer-branch: বৈদেশিক বাণিজ্য কর্পোরেট শাখা মতিঝিল, ঢাকা।	[371, 2269, 566, 2281]
sidebar	[85, 158, 230, 1284]
table-cell: ১টি টর্চলাইট	[1041, 1054, 1227, 1071]
tender-elig-label: দরদাতার যোগ্যতা :	[996, 1860, 1078, 1872]
tender-schedule-b	[996, 858, 1476, 1160]
sidebar-item-byline: —দুমকী (পটুয়াখালী) প্রতিনিধি	[101, 1261, 230, 1273]
column-rule	[772, 904, 773, 1142]
table-cell: উন্মুক্ত দরপত্র পদ্ধতি (OTM)	[1211, 500, 1476, 518]
table-cell: ০৯	[997, 1018, 1041, 1036]
jelly-subhead: জেলেরা আগ্রহ হারাচ্ছেন মাছ শিকারে, পরিবেশ বিপর্যয়ের আশঙ্কা	[605, 1727, 782, 1769]
column-header: বিস্তারিত	[1211, 388, 1476, 405]
table-row	[997, 435, 1476, 453]
table-row	[997, 1124, 1476, 1142]
table-cell: ১টি বেল্ট (চামড়ার)	[1041, 1000, 1227, 1018]
table-header-row	[997, 859, 1476, 877]
bank-ad-code: জি-৬৪৭/২৪ (৫" x ৩)	[95, 2311, 177, 2322]
diarrhea-byline: চুয়াডাঙ্গা প্রতিনিধি	[454, 1147, 530, 1159]
table-cell: জেলা প্রশাসকের কার্যালয়, চট্টগ্রাম (স্থানীয় সরকার শাখা)	[1211, 571, 1476, 589]
hospital-photo-caption: চুয়াডাঙ্গা সদর হাসপাতালে শয্যা না পেয়ে মেঝেতে চিকিৎসা নিচ্ছেন রোগীরা	[454, 1086, 753, 1098]
tender-tfa-label: তফসিল-‘ক’	[1208, 372, 1266, 385]
bedroom-byline: নরসিংদী প্রতিনিধি	[605, 1353, 680, 1365]
column-rule	[978, 129, 979, 2332]
table-cell: ০৪	[997, 930, 1041, 947]
lead-column-4: মেহেরপুরে শিক্ষার্থীদের মনোমুগ্ধকর ডিসপ্লে রাঙামাটি স্টেডিয়ামে শিশু কিশোরদের মনোমুগ্ধকর ডিসপ্লে প্রদর্শন করা হয়। রাজশাহী : শহীদ মুক্তিযোদ্ধা স্মৃতি ফলকে পুষ্পস্তবক অর্পণ করা হয়। জেলা প্রশাসক কার্যালয়ের সামনে বঙ্গবন্ধু শেখ মুজিবুর রহমানের ম্যুরালে শ্রদ্ধা নিবেদন করা হয়। এ ছাড়া বিভিন্ন সামাজিক ও সাংস্কৃতিক সংগঠন শ্রদ্ধা জানায়। মেহেরপুর : মুজিবনগর স্মৃতিসৌধে পুষ্পস্তবক অর্পণ করা হয়। লক্ষ্মীপুর : কালেক্টরেট ভবন প্রাঙ্গণে জাতীয় পতাকা উত্তোলন করা হয়।	[445, 675, 632, 843]
bank-property-label: সম্পত্তির তফসিল	[298, 2138, 382, 2152]
table-cell: ০৪	[997, 470, 1041, 500]
table-cell: কার্য সম্পাদনের তারিখ	[1041, 689, 1211, 707]
sidebar-label: সংক্ষিপ্ত	[85, 129, 230, 153]
table-cell: ১২	[997, 1071, 1041, 1089]
column-rule	[447, 904, 448, 1284]
table-cell: ০৬	[997, 518, 1041, 536]
tender-elig: দরদাতা প্রতিষ্ঠানের হালনাগাদ ট্রেড লাইসেন্স, টিআইএন সনদ, ভ্যাট রেজিস্ট্রেশন সনদ এবং ব্যাংক সচ্ছলতার সনদ থাকতে হবে। অনুরূপ কাজের ন্যূনতম ৩ বছরের অভিজ্ঞতা থাকতে হবে।	[996, 1877, 1458, 1902]
table-cell: ১১	[997, 606, 1041, 624]
table-cell: ০১	[997, 405, 1041, 435]
snatch-headline: ছিনতাইকালে ধরা দুই পুলিশ সদস্য	[801, 905, 949, 947]
sidebar-item-title: বঙ্গবন্ধু জন্মেছিলেন বলেই বাংলাদেশ স্বাধীন : শামীম	[85, 158, 216, 189]
tender-ad-code: জি-৬৪৭/২৪ (৫" x ৩)	[996, 2312, 1078, 2323]
tender-gov: গণপ্রজাতন্ত্রী বাংলাদেশ সরকার	[1123, 141, 1271, 155]
bank-notice-title: “বন্ধকী সম্পত্তি বিক্রয়ের নিমিত্তে নিলাম দরপত্র বিজ্ঞপ্তি”	[87, 1329, 597, 1370]
lead-column-6: প্রাঙ্গণে ৩১ বার তোপধ্বনি মাধ্যমে মুক্তিযুদ্ধ স্মৃতিস্তম্ভের পুষ্পার্ঘ্য অর্পণ করা হয়। ঘোড়াঘাট উপজেলা শহীদ মিনারে শহীদদের স্মৃতির প্রতি শ্রদ্ধা নিবেদন করা হয়। কক্সবাজার : জেলা শিল্পকলা একাডেমি প্রাঙ্গণে অবস্থিত কেন্দ্রীয় শহীদ মিনারে পুষ্পস্তবক অর্পণ করেন জেলা প্রশাসক। বীর মুক্তিযোদ্ধা ও শহীদ পরিবারের সদস্যদের সংবর্ধনা প্রদান এবং দিনব্যাপী সাংস্কৃতিক অনুষ্ঠানের আয়োজন করা হয়।	[838, 274, 967, 485]
tender-title: “উন্মুক্ত দরপত্র বিজ্ঞপ্তি”	[1085, 263, 1384, 292]
tender-term: ০৯। সরবরাহকৃত মালামাল নমুনার সাথে মিল না থাকলে তা গ্রহণ করা হবে না।	[996, 1443, 1291, 1454]
attack-headline: স্বাধীনতা দিবসে ফুল দিয়ে ফেরার পথে হামলা, আহত ৪	[257, 905, 435, 967]
tender-term: ০৫। দর ভ্যাট ও আয়করসহ হতে হবে।	[996, 1356, 1141, 1367]
masthead-tagline: বাংলাদেশের সর্বাধিক প্রচারিত দৈনিক	[150, 32, 266, 41]
bank-term: ০৬। সম্পত্তি হস্তান্তরের যাবতীয় খরচ ক্রেতাকে বহন করিতে হইবে।	[95, 1699, 353, 1711]
table-cell: নমুনা অনুযায়ী	[1227, 1071, 1476, 1089]
table-cell: ০১	[997, 877, 1041, 894]
table-row	[997, 642, 1476, 659]
bank-terms	[95, 1602, 587, 2117]
hospital-photo	[454, 904, 769, 1082]
bank-term: ০১। আগ্রহী ক্রেতাকে দরপত্র দাখিলের সময় দরমূল্যের ২০% অর্থ পে-অর্ডার/ব্যাংক ড্রাফট আকারে জমা দিতে হইবে।	[95, 1603, 551, 1615]
table-cell: ১৩	[997, 1089, 1041, 1107]
table-cell: ক্রয়কারী কর্তৃপক্ষের জেলা	[1041, 453, 1211, 470]
table-cell: ০৭	[997, 983, 1041, 1000]
column-rule	[788, 1290, 789, 1676]
bank-signer-title: উপ-মহাব্যবস্থাপক	[433, 2241, 504, 2253]
lead-column-1: সারা দেশে যথাযোগ্য মর্যাদায় গতকাল উদযাপন হয়েছে মহান স্বাধীনতা দিবস। এ উপলক্ষে নানা কর্মসূচি আয়োজন করে দেশের প্রশাসনসহ বিভিন্ন রাজনৈতিক, সাংস্কৃতিক ও সামাজিক সংগঠন। কর্মসূচির মধ্যে ছিল শহীদ স্মৃতিস্তম্ভ ও বঙ্গবন্ধুর ম্যুরালে শ্রদ্ধা নিবেদন, আলোচনা সভা, কুচকাওয়াজ, দোয়া মাহফিল ও বীর মুক্তিযোদ্ধাদের সংবর্ধনা। প্রতিনিধিদের খবর— গাজীপুর : জাতির পিতা বঙ্গবন্ধুর মুজিবুর রহমানের ম্যুরালে শ্রদ্ধা নিবেদন করেন জেলা প্রশাসক। ঐতিহাসিক রাজবাড়ী মাঠসংলগ্ন শহীদ স্মৃতিস্তম্ভে জেলা প্রশাসন কার্যালয়ে জাতীয় পতাকা উত্তোলন করা হয়। নবীনগরস্থ জাতীয় স্মৃতিসৌধে শহীদ বীর মুক্তিযোদ্ধাদের সংবর্ধনা দেওয়া হয়। মানিকগঞ্জ : সূর্যোদয়ের সঙ্গে সঙ্গে ৩১ বার তোপধ্বনি, শ্রদ্ধাঞ্জলি, কুচকাওয়াজ ও মুক্তিযোদ্ধা সমাবেশসহ নানা কর্মসূচির মধ্যদিয়ে স্বাধীনতা দিবস পালন করা হয়। শহীদ মুক্তিযোদ্ধা স্মৃতিস্তম্ভে পুষ্পস্তবক অর্পণ করেন জেলা প্রশাসন, পুলিশ প্রশাসন, জেলা আওয়ামী লীগ, জেলা পরিষদসহ বিভিন্ন রাজনৈতিক ও সামাজিক সংগঠন। কুষ্টিয়া : কেন্দ্রীয় শহীদ মিনারে জেলা প্রশাসক কার্যালয়ের বঙ্গবন্ধুর প্রতিকৃতিতে ফুল দিয়ে শ্রদ্ধা জানানো হয়।	[249, 284, 436, 664]
table-row	[997, 405, 1476, 435]
snatch-byline: টাঙ্গাইল প্রতিনিধি	[778, 955, 851, 967]
